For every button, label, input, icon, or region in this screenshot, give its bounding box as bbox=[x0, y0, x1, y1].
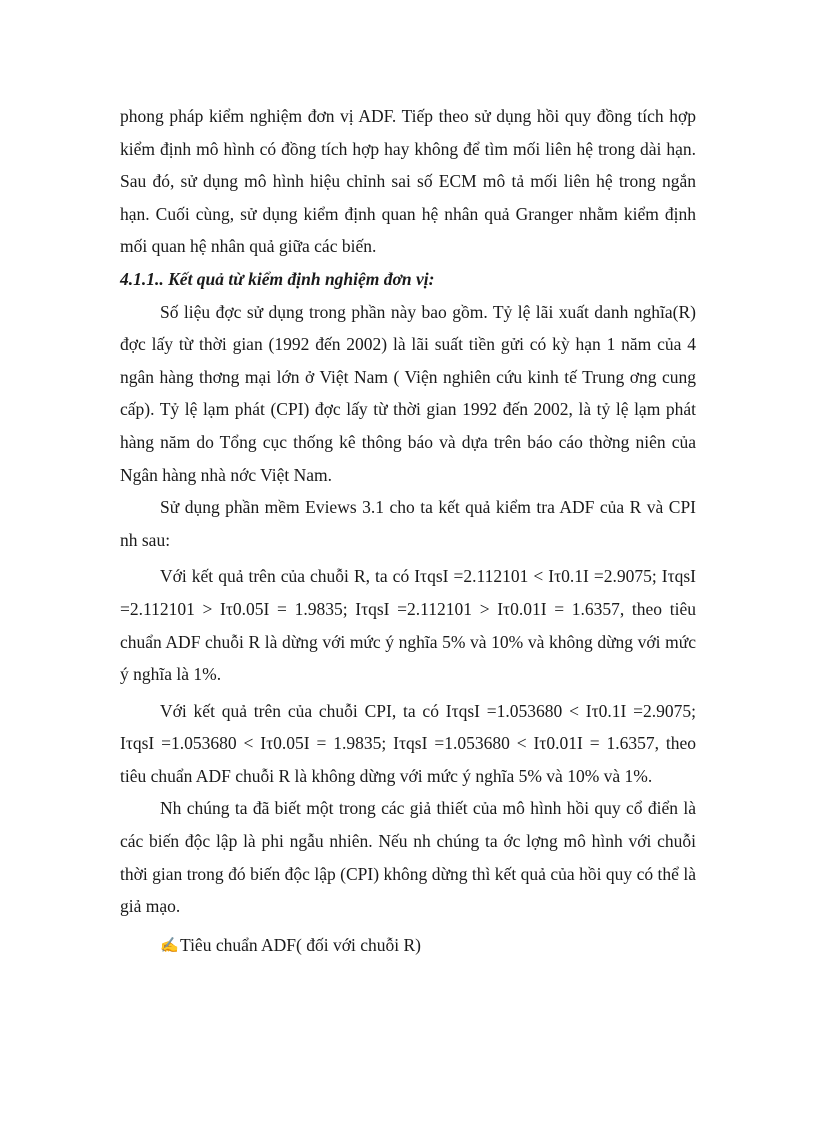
text-line: với mức ý nghĩa là 1%. bbox=[120, 631, 697, 685]
eviews-paragraph bbox=[120, 491, 696, 556]
text-line: hợp kiểm định mô hình có đồng tích hợp hay không để tìm mối liên hệ trong bbox=[120, 106, 696, 159]
text-line: tế Trung ơng cung cấp). Tỷ lệ lạm phát (CPI) đợc lấy từ thời gian 1992 bbox=[120, 366, 696, 420]
writing-hand-icon: ✍ bbox=[160, 937, 179, 954]
text-line: trên báo cáo thờng niên của Ngân hàng nhà nớc Việt Nam. bbox=[120, 431, 696, 485]
text-line: nghĩa(R) đợc lấy từ thời gian (1992 đến 2002) là lãi suất tiền gửi có kỳ hạn bbox=[120, 301, 697, 355]
text-line: dài hạn. Sau đó, sử dụng mô hình hiệu chỉnh sai số ECM mô tả mối liên hệ bbox=[120, 138, 696, 192]
section-heading: 4.1.1.. Kết quả từ kiểm định nghiệm đơn vị: bbox=[120, 268, 435, 289]
text-line: Số liệu đợc sử dụng trong phần này bao gồm. Tỷ lệ lãi xuất danh bbox=[160, 301, 629, 322]
text-line: phong pháp kiểm nghiệm đơn vị ADF. Tiếp theo sử dụng hồi quy đồng tích bbox=[120, 106, 664, 126]
text-line: đến 2002, là tỷ lệ lạm phát hàng năm do Tổng cục thống kê thông báo và dựa bbox=[120, 399, 697, 452]
adf-result-r-paragraph bbox=[120, 560, 696, 690]
document-page bbox=[120, 100, 696, 962]
adf-criterion-bullet bbox=[120, 929, 696, 963]
text-line: CPI nh sau: bbox=[120, 497, 696, 550]
text-line: trong ngắn hạn. Cuối cùng, sử dụng kiểm định quan hệ nhân quả Granger bbox=[120, 171, 696, 224]
formula-line: IτqsI =2.112101 > Iτ0.05I = 1.9835; IτqsI =2.112101 > Iτ0.01I = 1.6357, theo bbox=[120, 566, 696, 619]
adf-result-cpi-paragraph bbox=[120, 695, 696, 793]
formula-line: Với kết quả trên của chuỗi CPI, ta có IτqsI =1.053680 < Iτ0.1I =2.9075; bbox=[160, 700, 696, 721]
text-line: Sử dụng phần mềm Eviews 3.1 cho ta kết quả kiểm tra ADF của R và bbox=[160, 497, 664, 518]
formula-line: Với kết quả trên của chuỗi R, ta có IτqsI =2.112101 < Iτ0.1I =2.9075; bbox=[160, 566, 657, 587]
text-line: của hồi quy có thể là giả mạo. bbox=[120, 863, 696, 917]
text-line: tiêu chuẩn ADF chuỗi R là dừng với mức ý nghĩa 5% và 10% và không dừng bbox=[120, 598, 696, 652]
intro-paragraph bbox=[120, 100, 696, 263]
bullet-text: Tiêu chuẩn ADF( đối với chuỗi R) bbox=[180, 934, 421, 955]
regression-paragraph bbox=[120, 792, 696, 922]
text-line: tiêu chuẩn ADF chuỗi R là không dừng với mức ý nghĩa 5% và 10% và 1%. bbox=[120, 765, 653, 786]
formula-line: IτqsI =1.053680 < Iτ0.05I = 1.9835; IτqsI =1.053680 < Iτ0.01I = 1.6357, theo bbox=[120, 733, 696, 754]
text-line: hình với chuỗi thời gian trong đó biến độc lập (CPI) không dừng thì kết quả bbox=[120, 831, 696, 884]
text-line: nhằm kiểm định mối quan hệ nhân quả giữa các biến. bbox=[120, 203, 696, 257]
text-line: điển là các biến độc lập là phi ngẫu nhiên. Nếu nh chúng ta ớc lợng mô bbox=[120, 798, 696, 852]
text-line: 1 năm của 4 ngân hàng thơng mại lớn ở Việt Nam ( Viện nghiên cứu kinh bbox=[120, 334, 696, 387]
data-source-paragraph bbox=[120, 296, 696, 492]
text-line: Nh chúng ta đã biết một trong các giả thiết của mô hình hồi quy cổ bbox=[160, 798, 643, 819]
